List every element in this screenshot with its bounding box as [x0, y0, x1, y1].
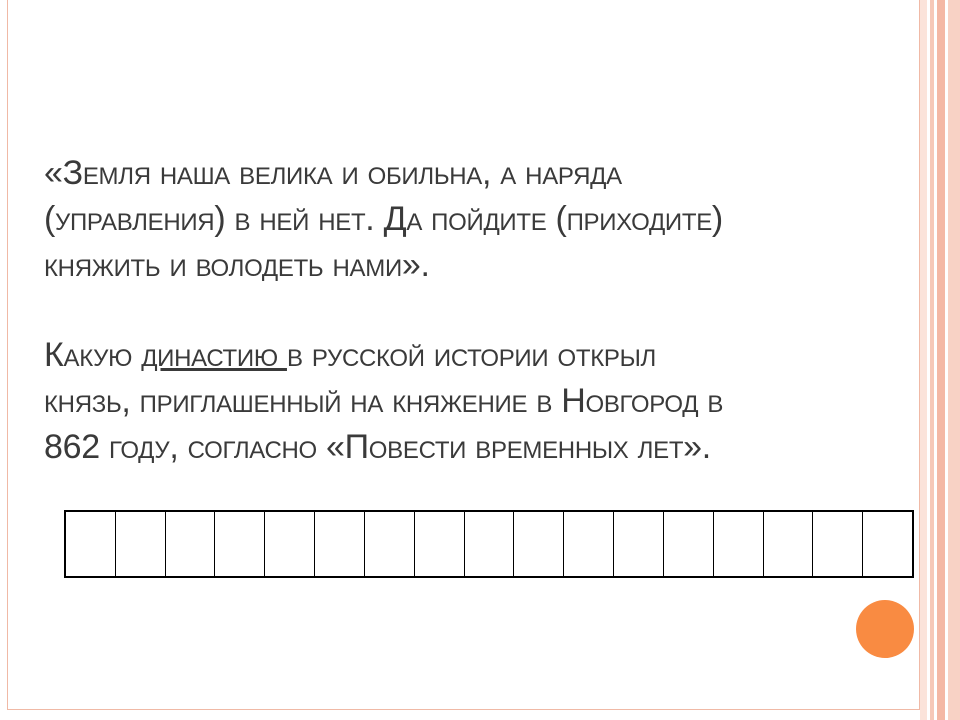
quote-line-1: «Земля наша велика и обильна, а наряда [44, 154, 622, 192]
stripe-4 [948, 0, 960, 720]
stripe-1 [920, 0, 927, 720]
stripe-2 [930, 0, 934, 720]
quote-text [44, 150, 914, 288]
answer-cell-3[interactable] [166, 512, 216, 576]
decorative-stripes [920, 0, 960, 720]
answer-cell-11[interactable] [564, 512, 614, 576]
answer-cell-2[interactable] [116, 512, 166, 576]
answer-cell-8[interactable] [415, 512, 465, 576]
answer-grid [64, 510, 914, 578]
question-underlined-word: династию [141, 336, 287, 374]
answer-cell-1[interactable] [66, 512, 116, 576]
answer-cell-6[interactable] [315, 512, 365, 576]
answer-cell-10[interactable] [514, 512, 564, 576]
quote-line-3: княжить и володеть нами». [44, 246, 430, 284]
answer-cell-13[interactable] [664, 512, 714, 576]
question-part-2: в русской истории открыл [286, 336, 656, 374]
answer-cell-14[interactable] [714, 512, 764, 576]
question-text [44, 332, 914, 470]
answer-cell-7[interactable] [365, 512, 415, 576]
accent-circle [856, 600, 914, 658]
question-line-3: 862 году, согласно «Повести временных лет». [44, 428, 711, 466]
answer-cell-17[interactable] [863, 512, 912, 576]
answer-cell-5[interactable] [265, 512, 315, 576]
answer-cell-16[interactable] [813, 512, 863, 576]
stripe-3 [937, 0, 945, 720]
answer-cell-12[interactable] [614, 512, 664, 576]
slide-text [44, 150, 914, 470]
question-part-1: Какую [44, 336, 142, 374]
answer-cell-4[interactable] [215, 512, 265, 576]
question-line-2: князь, приглашенный на княжение в Новгород в [44, 382, 724, 420]
answer-cell-15[interactable] [764, 512, 814, 576]
answer-cell-9[interactable] [465, 512, 515, 576]
quote-line-2: (управления) в ней нет. Да пойдите (приходите) [44, 200, 723, 238]
